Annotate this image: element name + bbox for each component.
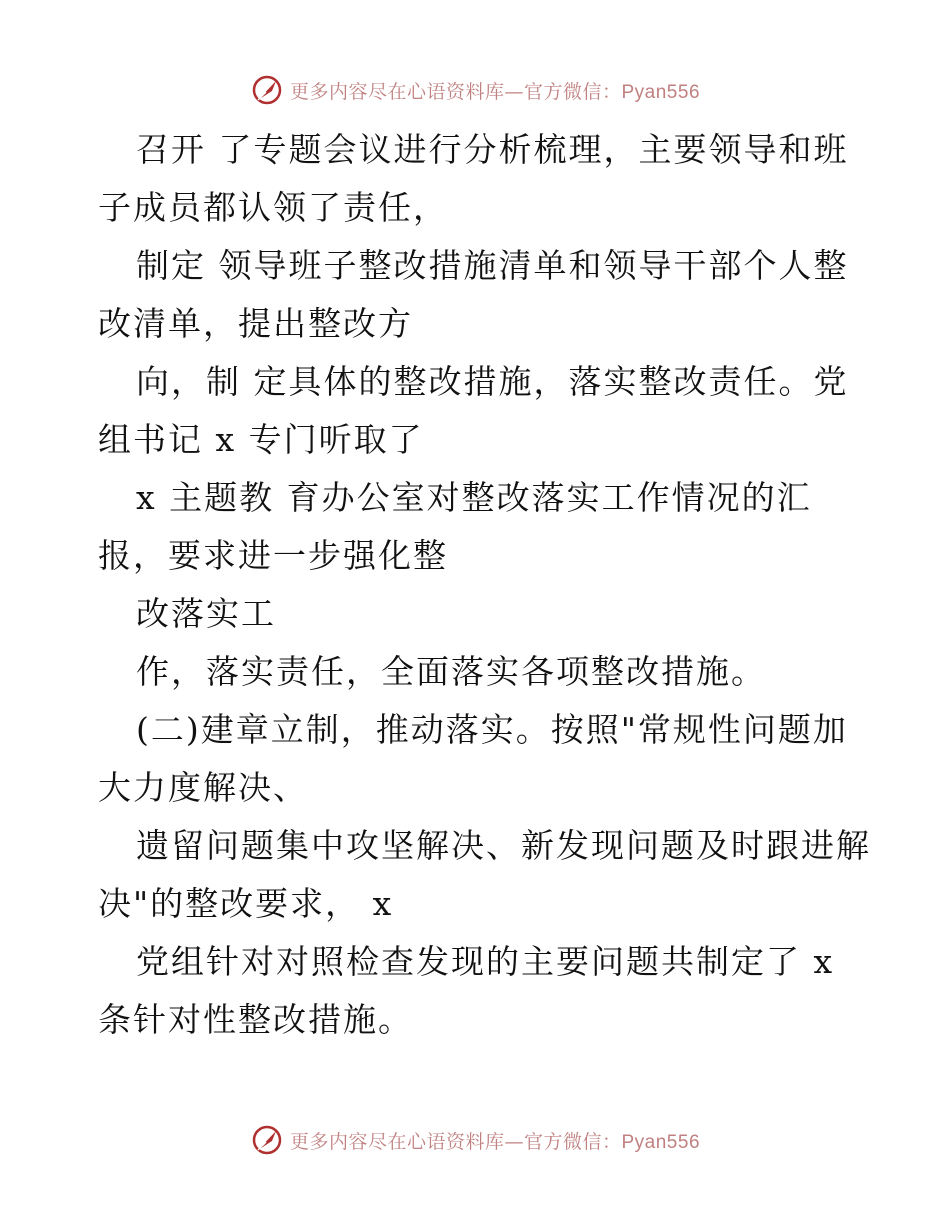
body-line: 党组针对对照检查发现的主要问题共制定了 x (136, 942, 835, 981)
body-line: 改清单，提出整改方 (98, 304, 413, 343)
header-watermark (0, 70, 950, 110)
footer-watermark (0, 1120, 950, 1160)
feather-pen-logo-icon (250, 1123, 284, 1157)
body-line: 组书记 x 专门听取了 (98, 420, 424, 459)
body-line: 条针对性整改措施。 (98, 1000, 413, 1039)
body-line: 制定 领导班子整改措施清单和领导干部个人整 (136, 246, 849, 285)
body-line: (二)建章立制，推动落实。按照"常规性问题加 (136, 710, 848, 749)
body-line: 大力度解决、 (98, 768, 308, 807)
body-line: 召开 了专题会议进行分析梳理，主要领导和班 (136, 130, 849, 169)
body-line: x 主题教 育办公室对整改落实工作情况的汇 (136, 478, 812, 517)
body-line: 报，要求进一步强化整 (98, 536, 448, 575)
footer-watermark-text: 更多内容尽在心语资料库—官方微信：Pyan556 (289, 1130, 701, 1153)
body-line: 决"的整改要求， x (98, 884, 394, 923)
body-line: 向，制 定具体的整改措施，落实整改责任。党 (136, 362, 849, 401)
body-line: 作，落实责任，全面落实各项整改措施。 (136, 652, 766, 691)
body-line: 遗留问题集中攻坚解决、新发现问题及时跟进解 (136, 826, 871, 865)
header-watermark-id: Pyan556 (621, 81, 701, 103)
footer-watermark-id: Pyan556 (621, 1131, 701, 1153)
document-body (98, 121, 871, 1049)
feather-pen-logo-icon (250, 73, 284, 107)
body-line: 改落实工 (136, 594, 276, 633)
header-watermark-text: 更多内容尽在心语资料库—官方微信：Pyan556 (289, 80, 701, 103)
body-line: 子成员都认领了责任， (98, 188, 448, 227)
